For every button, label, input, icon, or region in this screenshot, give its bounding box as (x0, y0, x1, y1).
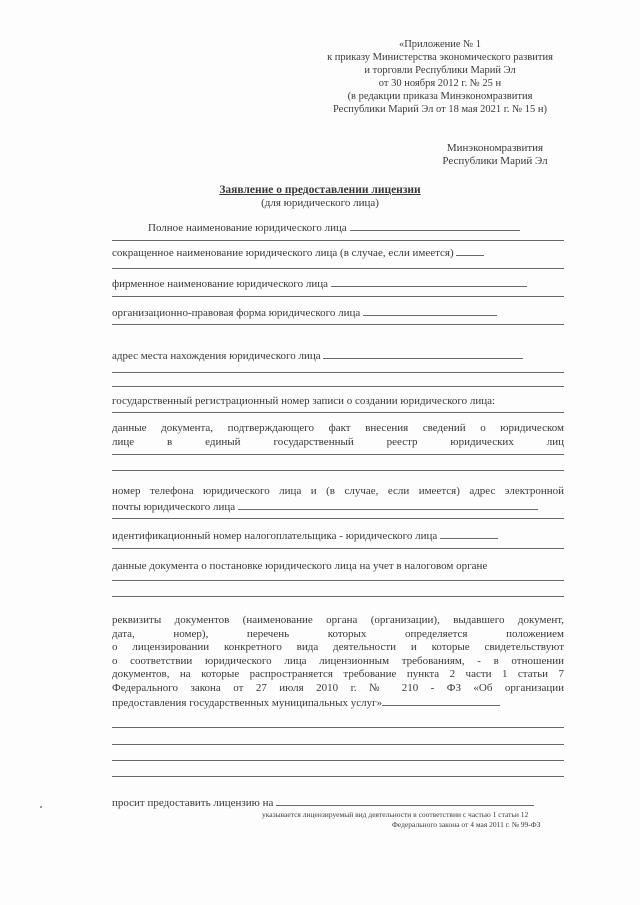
requisites-line-last (112, 695, 564, 711)
fill-line[interactable] (112, 268, 564, 269)
requisites-line: предоставления государственных муниципальных услуг» (112, 697, 383, 709)
annex-line: «Приложение № 1 (398, 39, 482, 50)
fill-line[interactable] (440, 528, 498, 539)
field-full-name (148, 220, 520, 235)
field-short-name (112, 245, 484, 260)
field-label: сокращенное наименование юридического лица (в случае, если имеется) (112, 247, 454, 259)
annex-header (300, 38, 580, 116)
field-reg-docs-line2: лице в единый государственный реестр юридических лиц (112, 436, 564, 448)
field-inn (112, 528, 498, 543)
field-label: Полное наименование юридического лица (148, 222, 347, 234)
field-label: организационно-правовая форма юридического лица (112, 307, 361, 319)
fill-line[interactable] (112, 596, 564, 597)
document-title: Заявление о предоставлении лицензии (219, 184, 421, 196)
fill-line[interactable] (112, 386, 564, 387)
fill-line[interactable] (112, 548, 564, 549)
field-address (112, 348, 523, 363)
fill-line[interactable] (238, 499, 538, 510)
fill-line[interactable] (382, 695, 500, 706)
footnote-line: Федерального закона от 4 мая 2011 г. № 99-ФЗ (392, 820, 541, 829)
field-label: фирменное наименование юридического лица (112, 278, 329, 290)
field-label: идентификационный номер налогоплательщика - юридического лица (112, 530, 438, 542)
requisites-line: документов, на которые распространяется требование пункта 2 части 1 статьи 7 (112, 668, 564, 680)
field-phone-line1: номер телефона юридического лица и (в случае, если имеется) адрес электронной (112, 485, 564, 497)
field-legal-form (112, 305, 497, 320)
fill-line[interactable] (331, 276, 527, 287)
fill-line[interactable] (112, 470, 564, 471)
addressee-line: Минэкономразвития (446, 142, 544, 154)
fill-line[interactable] (112, 518, 564, 519)
field-label: государственный регистрационный номер записи о создании юридического лица: (112, 395, 496, 407)
fill-line[interactable] (112, 454, 564, 455)
field-label: просит предоставить лицензию на (112, 797, 274, 809)
fill-line[interactable] (112, 760, 564, 761)
annex-line: к приказу Министерства экономического развития (327, 52, 553, 63)
fill-line[interactable] (112, 296, 564, 297)
field-requisites (112, 614, 564, 711)
field-tax-doc (112, 560, 487, 573)
annex-line: и торговли Республики Марий Эл (364, 65, 516, 76)
fill-line[interactable] (112, 776, 564, 777)
annex-line: от 30 ноября 2012 г. № 25 н (378, 78, 502, 89)
annex-line: (в редакции приказа Минэкономразвития (347, 91, 533, 102)
field-reg-docs-line1: данные документа, подтверждающего факт внесения сведений о юридическом (112, 422, 564, 434)
requisites-line: о соответствии юридического лица лицензионным требованиям, - в отношении (112, 654, 564, 667)
fill-line[interactable] (350, 220, 520, 231)
addressee-line: Республики Марий Эл (442, 155, 548, 167)
scan-speck (40, 806, 42, 808)
fill-line[interactable] (112, 744, 564, 745)
field-brand-name (112, 276, 527, 291)
field-label: данные документа о постановке юридического лица на учет в налоговом органе (112, 560, 488, 572)
field-label: адрес места нахождения юридического лица (112, 350, 321, 362)
fill-line[interactable] (112, 727, 564, 728)
fill-line[interactable] (363, 305, 497, 316)
field-reg-number (112, 395, 495, 408)
fill-line[interactable] (112, 372, 564, 373)
fill-line[interactable] (323, 348, 523, 359)
field-label: почты юридического лица (112, 501, 236, 513)
annex-line: Республики Марий Эл от 18 мая 2021 г. № 15 н) (332, 104, 548, 115)
fill-line[interactable] (112, 324, 564, 325)
requisites-line: о лицензировании конкретного вида деятельности и которые свидетельствуют (112, 641, 564, 653)
field-request (112, 795, 534, 810)
footnote-line: указывается лицензируемый вид деятельности в соответствии с частью 1 статьи 12 (262, 810, 529, 819)
fill-line[interactable] (112, 412, 564, 413)
fill-line[interactable] (456, 245, 484, 256)
fill-line[interactable] (112, 580, 564, 581)
requisites-line: Федерального закона от 27 июля 2010 г. № 210 - ФЗ «Об организации (112, 681, 564, 694)
document-subtitle: (для юридического лица) (261, 197, 379, 209)
requisites-line: реквизиты документов (наименование органа (организации), выдавшего документ, (112, 614, 564, 626)
requisites-line: дата, номер), перечень которых определяется положением (112, 627, 564, 640)
addressee (420, 142, 570, 168)
fill-line[interactable] (276, 795, 534, 806)
fill-line[interactable] (112, 240, 564, 241)
field-phone-line2 (112, 499, 538, 514)
